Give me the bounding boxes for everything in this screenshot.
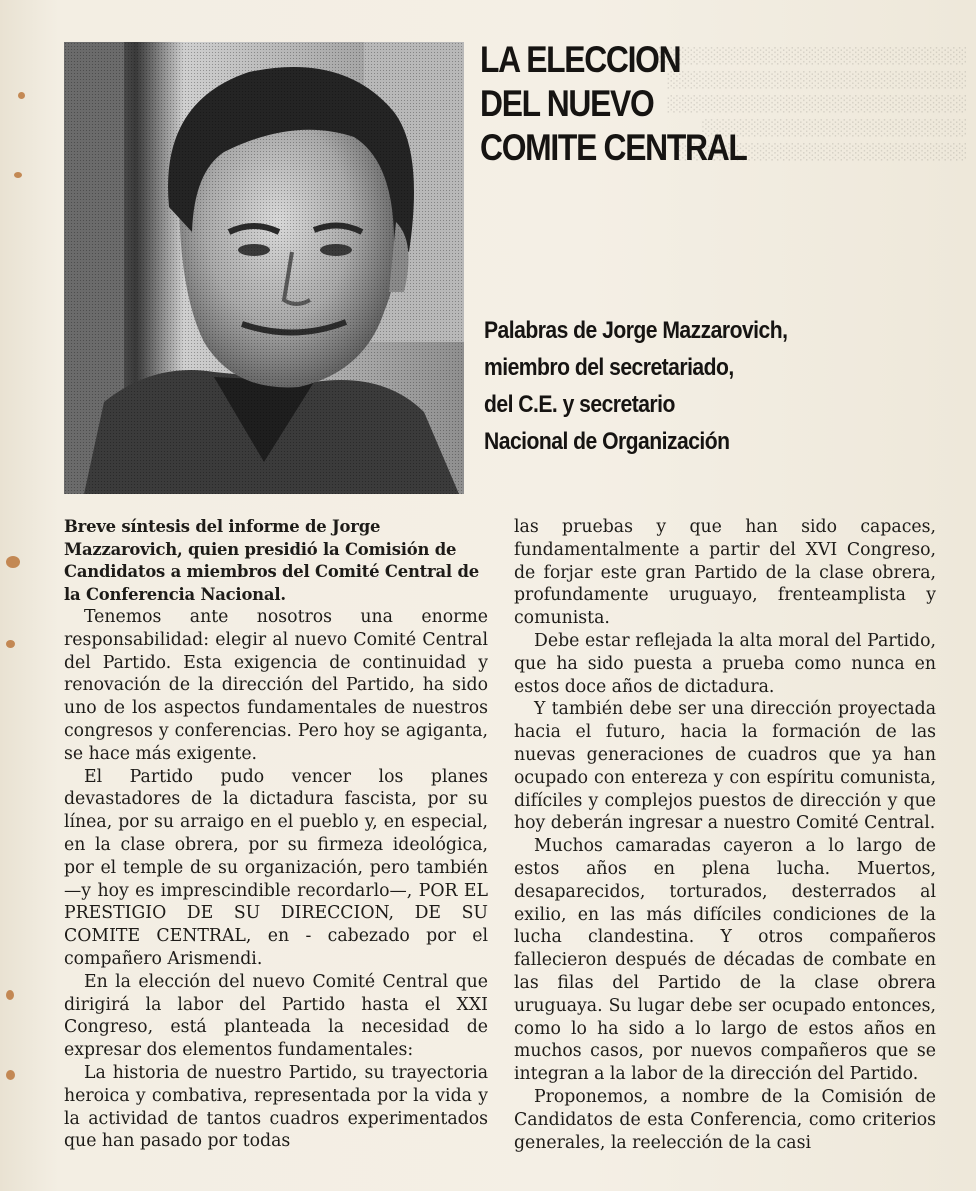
headline-line: COMITE CENTRAL (480, 127, 747, 168)
rust-stain (6, 990, 14, 1000)
portrait-photo (64, 42, 464, 494)
body-paragraph: En la elección del nuevo Comité Central que dirigirá la labor del Partido hasta el XXI Congreso, está planteada la necesidad de expresar dos elementos fundamentales: (64, 971, 488, 1061)
bleed-through-text: ░░░░░░░░░░░░░░░░░░░░░░░░░░░ ░░░░░░░░░░░░░░░░░░░░░░░░░░ ░░░░░░░░░░░░░░░░░░░░░░░░░░ ░░░░░░░░░░░░░░░░░░░░░░░ ░░░░░░░░░░░░░░░░░░░░░░░░░ (654, 47, 966, 161)
subhead-line: Nacional de Organización (484, 428, 730, 455)
article-subhead (484, 312, 836, 460)
left-column (64, 516, 488, 1153)
body-paragraph: Muchos camaradas cayeron a lo largo de estos años en plena lucha. Muertos, desaparecidos, torturados, desterrados al exilio, en las más difíciles condiciones de la lucha clandestina. Y otros compañeros fallecieron después de décadas de combate en las filas del Partido de la clase obrera uruguaya. Su lugar debe ser ocupado entonces, como lo ha sido a lo largo de estos años en muchos casos, por nuevos compañeros que se integran a la labor de la dirección del Partido. (514, 836, 936, 1085)
subhead-line: Palabras de Jorge Mazzarovich, (484, 317, 788, 344)
subhead-line: del C.E. y secretario (484, 391, 675, 418)
rust-stain (6, 1070, 15, 1080)
body-paragraph: El Partido pudo vencer los planes devastadores de la dictadura fascista, por su línea, por su arraigo en el pueblo y, en especial, en la clase obrera, por su firmeza ideológica, por el temple de su organización, pero también —y hoy es imprescindible recordarlo—, POR EL PRESTIGIO DE SU DIRECCION, DE SU COMITE CENTRAL, en - cabezado por el compañero Arismendi. (64, 766, 488, 969)
body-paragraph: Tenemos ante nosotros una enorme responsabilidad: elegir al nuevo Comité Central del Partido. Esta exigencia de continuidad y renovación de la dirección del Partido, ha sido uno de los aspectos fundamentales de nuestros congresos y conferencias. Pero hoy se agiganta, se hace más exigente. (64, 607, 488, 764)
lead-paragraph: Breve síntesis del informe de Jorge Mazzarovich, quien presidió la Comisión de Candidatos a miembros del Comité Central de la Conferencia Nacional. (64, 517, 479, 604)
subhead-line: miembro del secretariado, (484, 354, 734, 381)
body-paragraph: La historia de nuestro Partido, su trayectoria heroica y combativa, representada por la vida y la actividad de tantos cuadros experimentados que han pasado por todas (64, 1062, 488, 1152)
right-column (514, 516, 936, 1154)
body-paragraph: Proponemos, a nombre de la Comisión de Candidatos de esta Conferencia, como criterios generales, la reelección de la casi (514, 1086, 936, 1153)
body-paragraph: Y también debe ser una dirección proyectada hacia el futuro, hacia la formación de las nuevas generaciones de cuadros que ya han ocupado con entereza y con espíritu comunista, difíciles y complejos puestos de dirección y que hoy deberán ingresar a nuestro Comité Central. (514, 699, 936, 834)
rust-stain (6, 640, 15, 648)
body-paragraph: Debe estar reflejada la alta moral del Partido, que ha sido puesta a prueba como nunca en estos doce años de dictadura. (514, 630, 936, 697)
article-headline (480, 38, 841, 170)
headline-line: DEL NUEVO (480, 83, 654, 124)
portrait-illustration (64, 42, 464, 494)
body-paragraph: las pruebas y que han sido capaces, fundamentalmente a partir del XVI Congreso, de forjar este gran Partido de la clase obrera, profundamente uruguayo, frenteamplista y comunista. (514, 517, 936, 629)
rust-stain (6, 556, 20, 568)
rust-stain (18, 92, 25, 99)
rust-stain (14, 172, 22, 178)
headline-line: LA ELECCION (480, 39, 681, 80)
